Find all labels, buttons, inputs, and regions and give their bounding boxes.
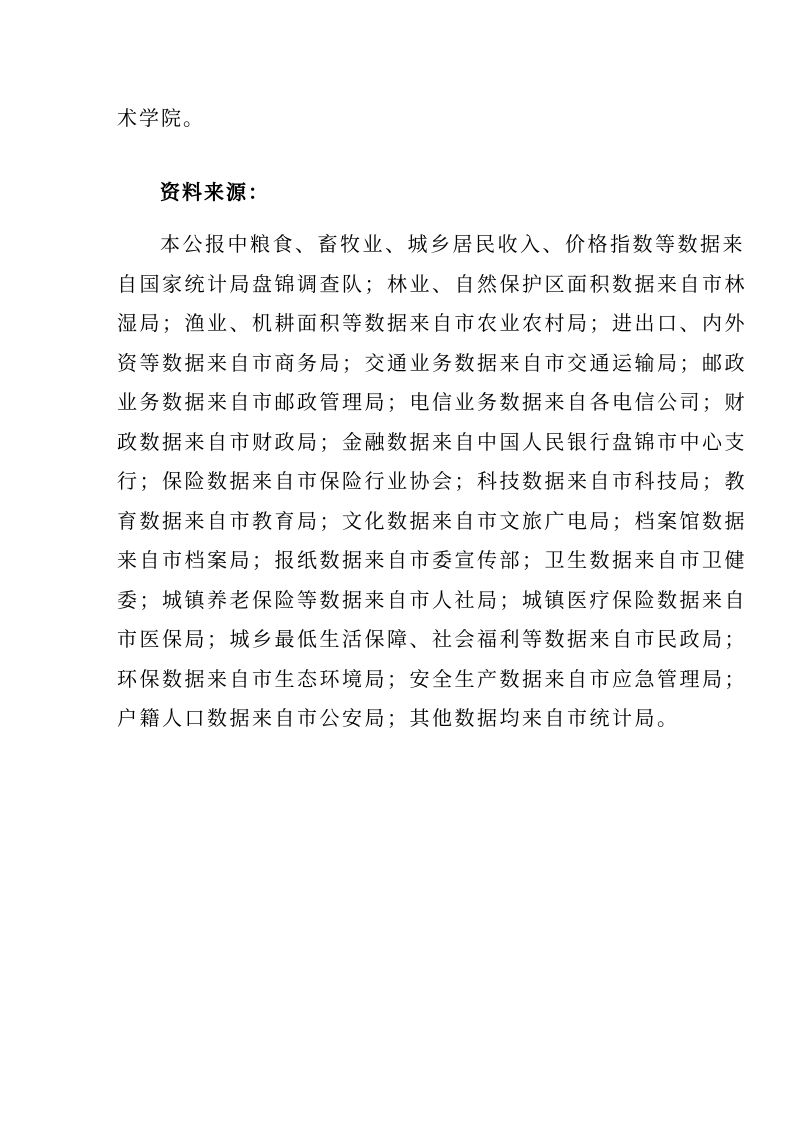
paragraph-line: 政数据来自市财政局；金融数据来自中国人民银行盘锦市中心支 — [117, 429, 747, 454]
paragraph-line: 委；城镇养老保险等数据来自市人社局；城镇医疗保险数据来自 — [117, 587, 747, 612]
paragraph-line: 环保数据来自市生态环境局；安全生产数据来自市应急管理局； — [117, 666, 747, 691]
continuation-text: 术学院。 — [117, 106, 205, 130]
paragraph-line: 户籍人口数据来自市公安局；其他数据均来自市统计局。 — [117, 706, 680, 730]
paragraph-line: 资等数据来自市商务局；交通业务数据来自市交通运输局；邮政 — [117, 350, 747, 375]
paragraph-line: 育数据来自市教育局；文化数据来自市文旅广电局；档案馆数据 — [117, 508, 747, 533]
section-heading: 资料来源： — [160, 180, 270, 204]
paragraph-line: 本公报中粮食、畜牧业、城乡居民收入、价格指数等数据来 — [160, 232, 745, 256]
paragraph-line: 行；保险数据来自市保险行业协会；科技数据来自市科技局；教 — [117, 469, 747, 493]
paragraph-line: 来自市档案局；报纸数据来自市委宣传部；卫生数据来自市卫健 — [117, 548, 747, 572]
paragraph-line: 湿局；渔业、机耕面积等数据来自市农业农村局；进出口、内外 — [117, 311, 747, 335]
paragraph-line: 市医保局；城乡最低生活保障、社会福利等数据来自市民政局； — [117, 627, 747, 651]
data-sources-paragraph — [117, 225, 747, 739]
paragraph-line: 自国家统计局盘锦调查队；林业、自然保护区面积数据来自市林 — [117, 271, 747, 296]
paragraph-line: 业务数据来自市邮政管理局；电信业务数据来自各电信公司；财 — [117, 390, 747, 414]
